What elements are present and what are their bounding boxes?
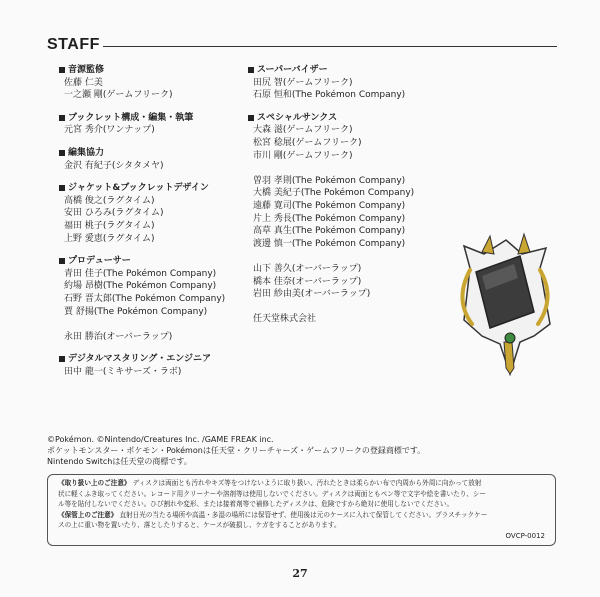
- square-bullet-icon: [59, 150, 65, 156]
- credit-member: [245, 276, 465, 289]
- square-bullet-icon: [59, 258, 65, 264]
- credit-role-title: ジャケット&ブックレットデザイン: [56, 182, 256, 195]
- member-affiliation: (ラグタイム): [102, 195, 155, 206]
- device-illustration: [450, 228, 560, 378]
- notice-line: スの上に重い物を置いたり、落としたりすると、ケースが破損し、ケガをすることがあります。: [58, 521, 341, 530]
- member-affiliation: (ラグタイム): [102, 220, 155, 231]
- member-name: 永田 勝治: [64, 331, 103, 342]
- credit-member: [245, 238, 465, 251]
- credit-member: [245, 175, 465, 188]
- member-name: 遠藤 寛司: [253, 200, 292, 211]
- member-name: 元宮 秀介: [64, 125, 103, 136]
- credit-member: [245, 250, 465, 263]
- member-name: 上野 愛恵: [64, 233, 103, 244]
- notice-line: [58, 478, 545, 489]
- notice-line: ル等を貼付しないでください。ひび割れや変形、または接着剤等で補修したディスクは、危険ですから絶対に使用しないでください。: [58, 500, 454, 509]
- credit-member: [245, 213, 465, 226]
- square-bullet-icon: [59, 67, 65, 73]
- member-name: 田中 龍一: [64, 366, 103, 377]
- credit-member: [245, 124, 465, 137]
- member-name: 大森 滋: [253, 125, 283, 136]
- square-bullet-icon: [248, 67, 254, 73]
- device-gem: [505, 333, 515, 343]
- member-name: 高草 真生: [253, 226, 292, 237]
- copyright-line: ポケットモンスター・ポケモン・Pokémonは任天堂・クリーチャーズ・ゲームフリークの登録商標です。: [47, 446, 426, 455]
- member-affiliation: (The Pokémon Company): [291, 175, 406, 186]
- credit-group: [245, 64, 465, 102]
- member-name: 岩田 紗由美: [253, 289, 301, 300]
- copyright-line: ©Pokémon. ©Nintendo/Creatures Inc. /GAME FREAK inc.: [47, 435, 274, 444]
- credit-member: [245, 137, 465, 150]
- member-name: 石野 晋太郎: [64, 293, 112, 304]
- credit-member: [245, 89, 465, 102]
- credit-member: [245, 77, 465, 90]
- member-affiliation: (ゲームフリーク): [282, 125, 353, 136]
- member-name: 石原 恒和: [253, 90, 292, 101]
- member-name: 橋本 佳奈: [253, 276, 292, 287]
- credit-group: [56, 182, 256, 245]
- member-affiliation: (オーバーラップ): [291, 276, 362, 287]
- notice-line: 状に軽くふき取ってください。レコード用クリーナーや溶剤等は使用しないでください。ディスクは両面ともペン等で文字や絵を書いたり、シー: [58, 489, 487, 498]
- member-affiliation: (ラグタイム): [111, 208, 164, 219]
- storage-heading: 《保管上のご注意》: [58, 510, 118, 519]
- credit-group: [56, 147, 256, 172]
- square-bullet-icon: [59, 185, 65, 191]
- credit-member: [245, 225, 465, 238]
- credit-member: [245, 150, 465, 163]
- credit-member: [245, 288, 465, 301]
- notice-line: [58, 510, 545, 521]
- member-name: 福田 桃子: [64, 220, 103, 231]
- credit-member: [245, 187, 465, 200]
- credit-member: [245, 200, 465, 213]
- member-name: 市川 剛: [253, 150, 283, 161]
- handling-text: ディスクは両面とも汚れやキズ等をつけないように取り扱い、汚れたときは柔らかい布で内周から外周に向かって放射: [132, 479, 482, 487]
- credit-member: [56, 280, 256, 293]
- credit-member: [56, 306, 256, 319]
- credit-member: [245, 301, 465, 314]
- square-bullet-icon: [59, 356, 65, 362]
- member-affiliation: (ゲームフリーク): [102, 90, 173, 101]
- member-affiliation: (The Pokémon Company): [300, 188, 415, 199]
- member-name: 任天堂株式会社: [253, 314, 317, 325]
- credit-group: [56, 255, 256, 343]
- square-bullet-icon: [59, 115, 65, 121]
- credit-member: [56, 124, 256, 137]
- credit-member: [56, 233, 256, 246]
- member-name: 高橋 俊之: [64, 195, 103, 206]
- credit-member: [56, 366, 256, 379]
- member-affiliation: (The Pokémon Company): [291, 200, 406, 211]
- member-name: 田尻 智: [253, 77, 283, 88]
- credit-member: [245, 162, 465, 175]
- credit-role-title: スーパーバイザー: [245, 64, 465, 77]
- left-credits-column: [56, 64, 256, 388]
- member-name: 松宮 稔展: [253, 137, 292, 148]
- member-affiliation: (ゲームフリーク): [282, 150, 353, 161]
- credit-member: [245, 313, 465, 326]
- page-number: 27: [292, 567, 308, 580]
- credit-member: [56, 220, 256, 233]
- handling-notice-box: [47, 474, 556, 546]
- member-affiliation: (The Pokémon Company): [291, 226, 406, 237]
- member-name: 一之瀬 剛: [64, 90, 103, 101]
- staff-header-rule: [103, 46, 557, 47]
- device-tail-spike: [504, 342, 514, 374]
- member-affiliation: (The Pokémon Company): [291, 90, 406, 101]
- device-right-spike: [518, 234, 530, 254]
- catalog-code: OVCP-0012: [505, 532, 545, 541]
- credit-group: [56, 112, 256, 137]
- member-affiliation: (The Pokémon Company): [102, 268, 217, 279]
- member-name: 佐藤 仁美: [64, 77, 103, 88]
- credit-group: [56, 64, 256, 102]
- credit-role-title: 音源監修: [56, 64, 256, 77]
- credit-member: [56, 268, 256, 281]
- arceus-phone-device-icon: [450, 228, 560, 378]
- member-name: 安田 ひろみ: [64, 208, 112, 219]
- member-affiliation: (ラグタイム): [102, 233, 155, 244]
- right-credits-column: [245, 64, 465, 336]
- member-affiliation: (ミキサーズ・ラボ): [102, 366, 182, 377]
- member-affiliation: (ゲームフリーク): [282, 77, 353, 88]
- square-bullet-icon: [248, 115, 254, 121]
- member-affiliation: (The Pokémon Company): [291, 213, 406, 224]
- member-affiliation: (ワンナップ): [102, 125, 155, 136]
- credit-role-title: スペシャルサンクス: [245, 112, 465, 125]
- device-left-spike: [482, 236, 494, 254]
- member-affiliation: (The Pokémon Company): [102, 281, 217, 292]
- staff-title: STAFF: [47, 36, 100, 53]
- member-affiliation: (オーバーラップ): [291, 263, 362, 274]
- member-name: 賈 舒揚: [64, 306, 94, 317]
- member-name: 曽羽 孝則: [253, 175, 292, 186]
- credit-member: [56, 293, 256, 306]
- credit-member: [56, 195, 256, 208]
- member-name: 青田 佳子: [64, 268, 103, 279]
- member-name: 大橋 美紀子: [253, 188, 301, 199]
- credit-member: [56, 89, 256, 102]
- storage-text: 直射日光の当たる場所や高温・多湿の場所には保管せず、使用後は元のケースに入れて保管してください。プラスチックケー: [119, 510, 488, 519]
- credit-group: [245, 112, 465, 326]
- credit-role-title: デジタルマスタリング・エンジニア: [56, 353, 256, 366]
- member-affiliation: (The Pokémon Company): [111, 293, 226, 304]
- copyright-block: [47, 434, 567, 467]
- member-name: 山下 善久: [253, 263, 292, 274]
- credit-group: [56, 353, 256, 378]
- member-affiliation: (オーバーラップ): [102, 331, 173, 342]
- credit-member: [56, 207, 256, 220]
- handling-heading: 《取り扱い上のご注意》: [58, 479, 131, 487]
- credit-role-title: プロデューサー: [56, 255, 256, 268]
- member-affiliation: (ゲームフリーク): [291, 137, 362, 148]
- credit-member: [245, 263, 465, 276]
- member-affiliation: (シタタメヤ): [111, 160, 164, 171]
- member-name: 金沢 有紀子: [64, 160, 112, 171]
- member-affiliation: (The Pokémon Company): [291, 238, 406, 249]
- staff-header: [47, 36, 557, 56]
- copyright-line: Nintendo Switchは任天堂の商標です。: [47, 457, 192, 466]
- member-name: 約場 昂樹: [64, 281, 103, 292]
- member-name: 片上 秀長: [253, 213, 292, 224]
- credit-role-title: ブックレット構成・編集・執筆: [56, 112, 256, 125]
- credit-role-title: 編集協力: [56, 147, 256, 160]
- member-affiliation: (オーバーラップ): [300, 289, 371, 300]
- credit-member: [56, 77, 256, 90]
- credit-member: [56, 318, 256, 331]
- member-name: 渡邊 慎一: [253, 238, 292, 249]
- credit-member: [56, 160, 256, 173]
- member-affiliation: (The Pokémon Company): [93, 306, 208, 317]
- credit-member: [56, 331, 256, 344]
